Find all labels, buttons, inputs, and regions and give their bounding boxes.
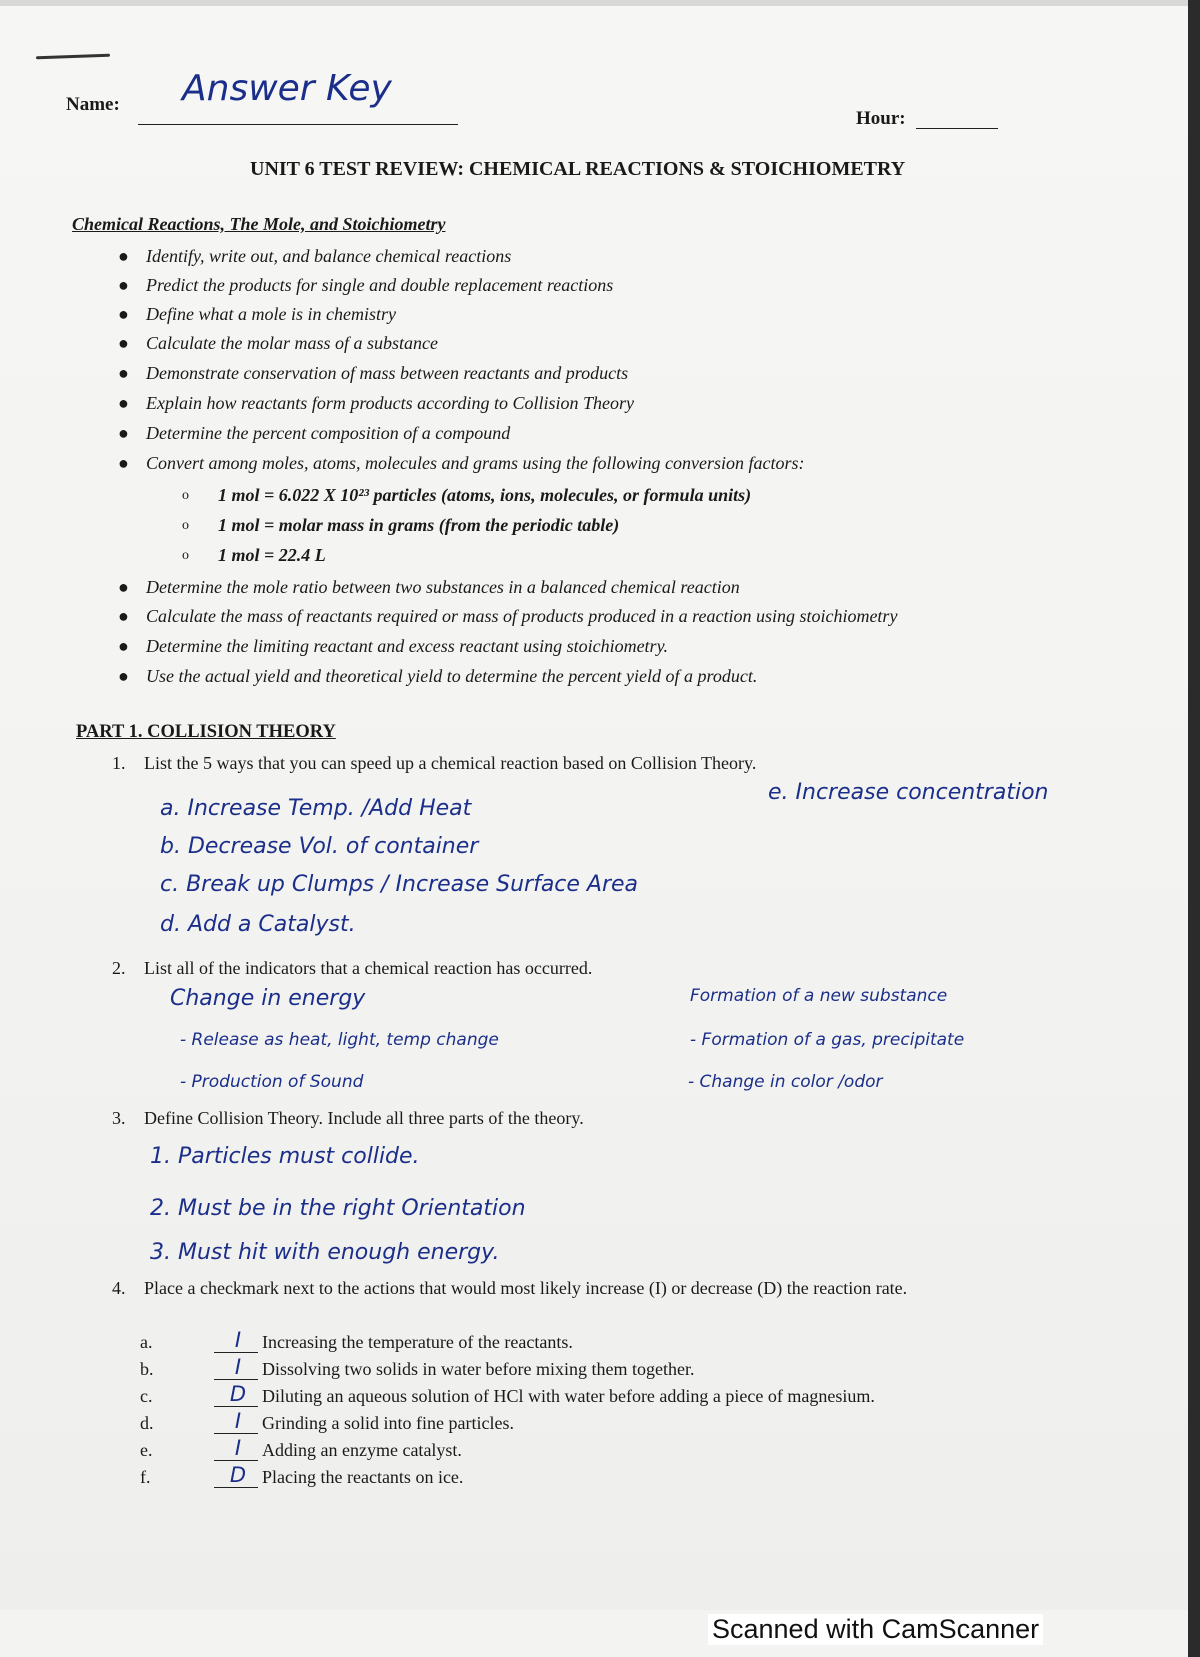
objective-text: Use the actual yield and theoretical yield to determine the percent yield of a product. (146, 666, 758, 686)
objective-text: Demonstrate conservation of mass between reactants and products (146, 363, 629, 383)
handwritten-answer: - Change in color /odor (688, 1072, 883, 1092)
handwritten-answer: e. Increase concentration (768, 780, 1049, 805)
objective-text: Predict the products for single and double replacement reactions (146, 275, 614, 295)
objective-text: Define what a mole is in chemistry (146, 304, 396, 324)
answer-blank (214, 1352, 258, 1353)
bullet-icon: ● (118, 333, 129, 353)
objective-text: Calculate the mass of reactants required or mass of products produced in a reaction using stoichiometry (146, 606, 898, 626)
conversion-text: 1 mol = 6.022 X 10²³ particles (atoms, ions, molecules, or formula units) (218, 485, 752, 505)
bullet-icon: ● (118, 606, 129, 626)
objective-text: Determine the mole ratio between two substances in a balanced chemical reaction (146, 577, 740, 597)
name-value: Answer Key (182, 68, 392, 109)
sub-bullet-icon: o (182, 548, 189, 563)
handwritten-answer[interactable]: D (229, 1382, 247, 1406)
handwritten-answer[interactable]: D (229, 1463, 247, 1487)
section-heading: Chemical Reactions, The Mole, and Stoichiometry (72, 214, 446, 234)
bullet-icon: ● (118, 453, 129, 473)
handwritten-answer[interactable]: I (234, 1355, 242, 1379)
handwritten-answer: 2. Must be in the right Orientation (150, 1196, 526, 1221)
question-number: 3. (112, 1108, 126, 1128)
bullet-icon: ● (118, 636, 129, 656)
handwritten-answer[interactable]: I (234, 1436, 242, 1460)
handwritten-answer: c. Break up Clumps / Increase Surface Area (160, 872, 639, 897)
name-underline (138, 124, 458, 125)
objective-text: Identify, write out, and balance chemical reactions (146, 246, 512, 266)
objective-text: Convert among moles, atoms, molecules and grams using the following conversion factors: (146, 453, 805, 473)
name-label: Name: (66, 94, 120, 115)
bullet-icon: ● (118, 577, 129, 597)
handwritten-answer: Formation of a new substance (690, 986, 948, 1006)
answer-blank (214, 1460, 258, 1461)
objective-text: Determine the percent composition of a compound (146, 423, 511, 443)
question-number: 2. (112, 958, 126, 978)
scan-edge (1188, 0, 1200, 1657)
item-letter: b. (140, 1359, 154, 1379)
item-text: Diluting an aqueous solution of HCl with water before adding a piece of magnesium. (262, 1386, 875, 1406)
hour-underline (916, 128, 998, 129)
bullet-icon: ● (118, 393, 129, 413)
page-title: UNIT 6 TEST REVIEW: CHEMICAL REACTIONS & STOICHIOMETRY (250, 158, 906, 180)
bullet-icon: ● (118, 246, 129, 266)
answer-blank (214, 1406, 258, 1407)
question-text: Define Collision Theory. Include all three parts of the theory. (144, 1108, 584, 1128)
part-heading: PART 1. COLLISION THEORY (76, 722, 336, 742)
bullet-icon: ● (118, 304, 129, 324)
handwritten-answer[interactable]: I (234, 1409, 242, 1433)
answer-blank (214, 1379, 258, 1380)
objective-text: Determine the limiting reactant and excess reactant using stoichiometry. (146, 636, 669, 656)
item-letter: a. (140, 1332, 153, 1352)
hour-label: Hour: (856, 108, 906, 129)
handwritten-answer: 1. Particles must collide. (150, 1144, 420, 1169)
question-text: Place a checkmark next to the actions that would most likely increase (I) or decrease (D) the reaction rate. (144, 1278, 908, 1298)
scanner-watermark: Scanned with CamScanner (708, 1614, 1043, 1645)
bullet-icon: ● (118, 423, 129, 443)
item-letter: f. (140, 1467, 151, 1487)
objective-text: Calculate the molar mass of a substance (146, 333, 438, 353)
item-text: Dissolving two solids in water before mixing them together. (262, 1359, 695, 1379)
answer-blank (214, 1487, 258, 1488)
item-letter: d. (140, 1413, 154, 1433)
item-text: Placing the reactants on ice. (262, 1467, 464, 1487)
item-text: Increasing the temperature of the reactants. (262, 1332, 573, 1352)
handwritten-answer: 3. Must hit with enough energy. (150, 1240, 500, 1265)
item-text: Grinding a solid into fine particles. (262, 1413, 514, 1433)
top-shadow (0, 0, 1188, 6)
sub-bullet-icon: o (182, 518, 189, 533)
question-number: 1. (112, 753, 126, 773)
handwritten-answer: a. Increase Temp. /Add Heat (160, 796, 472, 821)
handwritten-answer: - Production of Sound (180, 1072, 364, 1092)
conversion-text: 1 mol = molar mass in grams (from the periodic table) (218, 515, 620, 535)
objective-text: Explain how reactants form products according to Collision Theory (146, 393, 634, 413)
item-letter: e. (140, 1440, 153, 1460)
handwritten-answer: d. Add a Catalyst. (160, 912, 356, 937)
answer-blank (214, 1433, 258, 1434)
question-text: List the 5 ways that you can speed up a chemical reaction based on Collision Theory. (144, 753, 757, 773)
question-text: List all of the indicators that a chemical reaction has occurred. (144, 958, 593, 978)
handwritten-answer: - Release as heat, light, temp change (180, 1030, 499, 1050)
bullet-icon: ● (118, 275, 129, 295)
handwritten-answer[interactable]: I (234, 1328, 242, 1352)
handwritten-answer: b. Decrease Vol. of container (160, 834, 479, 859)
bullet-icon: ● (118, 666, 129, 686)
handwritten-answer: Change in energy (170, 986, 366, 1011)
sub-bullet-icon: o (182, 488, 189, 503)
item-text: Adding an enzyme catalyst. (262, 1440, 462, 1460)
item-letter: c. (140, 1386, 153, 1406)
conversion-text: 1 mol = 22.4 L (218, 545, 326, 565)
bullet-icon: ● (118, 363, 129, 383)
handwritten-answer: - Formation of a gas, precipitate (690, 1030, 965, 1050)
question-number: 4. (112, 1278, 126, 1298)
